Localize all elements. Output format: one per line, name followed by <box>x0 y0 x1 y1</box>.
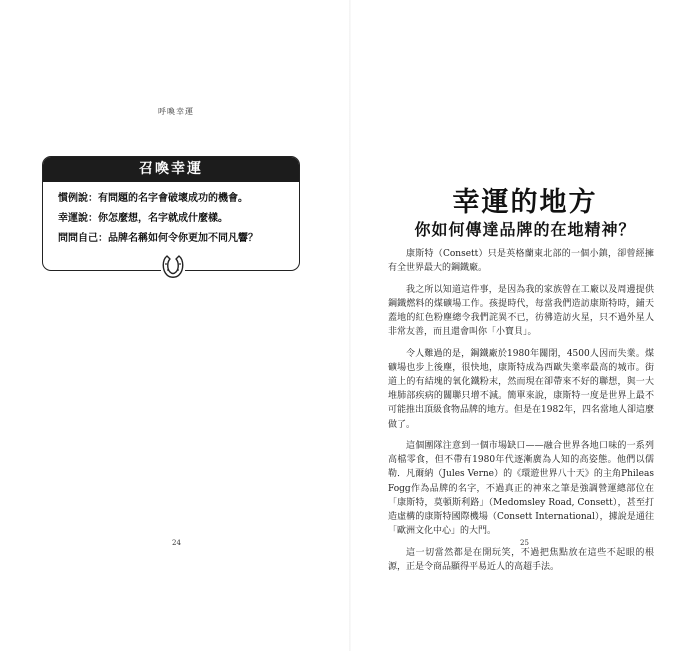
chapter-title: 幸運的地方 <box>452 187 598 218</box>
right-page <box>350 0 700 651</box>
page-number-left: 24 <box>172 539 181 547</box>
box-line-convention: 慣例說：有問題的名字會破壞成功的機會。 <box>58 193 248 204</box>
horseshoe-icon <box>161 251 185 279</box>
paragraph-1: 康斯特（Consett）只是英格蘭東北部的一個小鎮，卻曾經擁有全世界最大的鋼鐵廠。 <box>388 249 654 274</box>
box-line-ask-yourself: 問問自己：品牌名稱如何令你更加不同凡響？ <box>58 233 258 244</box>
box-title: 召喚幸運 <box>43 157 299 182</box>
body-text <box>388 247 654 581</box>
box-lines <box>43 182 299 249</box>
running-head: 呼喚幸運 <box>158 107 194 116</box>
paragraph-3: 令人難過的是，鋼鐵廠於1980年關閉，4500人因而失業。煤礦場也步上後塵，很快地，康斯特成為西歐失業率最高的城市。街道上的有結塊的氧化鐵粉末，然而現在卻帶來不好的聯想，與一大堆肺部疾病的關聯只增不減。簡單來說，康斯特一度是世界上最不可能推出頂級食物品牌的地方。但是在1982年，四名當地人卻這麼做了。 <box>388 348 654 430</box>
paragraph-2: 我之所以知道這件事，是因為我的家族曾在工廠以及周邊提供鋼鐵燃料的煤礦場工作。孩提時代，每當我們造訪康斯特時，鋪天蓋地的紅色粉塵總令我們詫異不已，彷彿造訪火星，只不過外星人非常友善，而且還會叫你「小寶貝」。 <box>388 284 654 338</box>
box-line-luck: 幸運說：你怎麼想，名字就成什麼樣。 <box>58 213 228 224</box>
paragraph-5: 這一切當然都是在開玩笑，不過把焦點放在這些不起眼的根源，正是令商品顯得平易近人的高超手法。 <box>388 547 654 572</box>
chapter-subtitle: 你如何傳達品牌的在地精神？ <box>414 220 636 239</box>
paragraph-4: 這個團隊注意到一個市場缺口——融合世界各地口味的一系列高檔零食，但不帶有1980年代逐漸廣為人知的高姿態。他們以儒勒．凡爾納（Jules Verne）的《環遊世界八十天》的主角Phileas Fogg作為品牌的名字，不過真正的神來之筆是強調營運總部位在「康斯特，莫頓斯利路」（Medomsley Road, Consett），甚至打造虛構的康斯特國際機場（Consett International），據說是通往「歐洲文化中心」的大門。 <box>388 441 654 537</box>
page-number-right: 25 <box>520 539 529 547</box>
